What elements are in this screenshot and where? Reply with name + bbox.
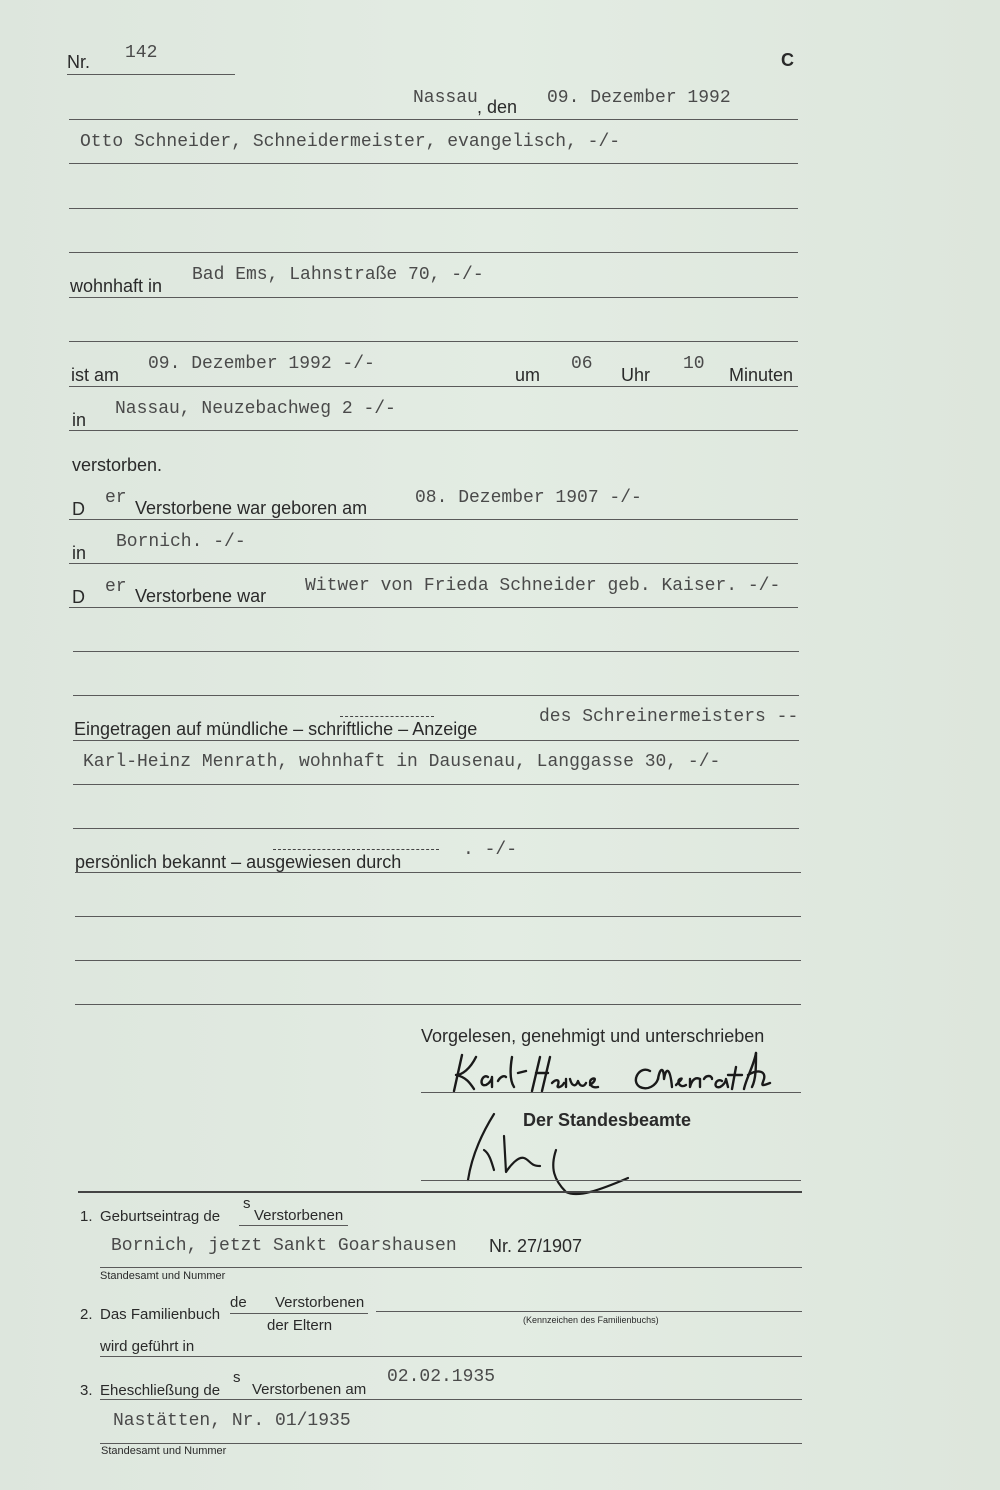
record-number: 142 <box>125 43 158 63</box>
rule <box>69 519 798 520</box>
section-divider <box>78 1191 802 1193</box>
rule <box>69 252 798 253</box>
rule <box>73 784 799 785</box>
minuten-label: Minuten <box>729 365 794 385</box>
identity-value: . -/- <box>463 840 518 860</box>
rule <box>100 1399 802 1400</box>
rule <box>69 119 798 120</box>
closing-label: Vorgelesen, genehmigt und unterschrieben <box>421 1026 765 1046</box>
rule <box>69 430 798 431</box>
ist-am-label: ist am <box>71 365 120 385</box>
item-1-number: 1. <box>80 1208 93 1225</box>
den-label: , den <box>477 97 518 117</box>
marriage-label: Eheschließung de <box>100 1382 221 1399</box>
verstorben-label: verstorben. <box>72 455 163 475</box>
item-2-number: 2. <box>80 1306 93 1323</box>
caption: (Kennzeichen des Familienbuchs) <box>523 1315 659 1325</box>
official-signature-image <box>460 1110 640 1200</box>
rule <box>73 695 799 696</box>
verstorbenen-label: Verstorbenen <box>254 1207 344 1224</box>
caption: Standesamt und Nummer <box>100 1270 226 1282</box>
rule <box>75 916 801 917</box>
corner-letter: C <box>781 50 794 70</box>
gender-suffix: er <box>105 488 127 508</box>
rule <box>100 1267 802 1268</box>
death-hour: 06 <box>571 354 593 374</box>
nr-rule <box>67 74 235 75</box>
uhr-label: Uhr <box>621 365 651 385</box>
rule <box>69 163 798 164</box>
gender-suffix: er <box>105 577 127 597</box>
kept-in-label: wird geführt in <box>100 1338 195 1355</box>
report-value-1: des Schreinermeisters -- <box>539 707 799 727</box>
identity-label: persönlich bekannt – ausgewiesen durch <box>75 852 402 872</box>
official-label: Der Standesbeamte <box>523 1110 692 1130</box>
birth-entry-label: Geburtseintrag de <box>100 1208 221 1225</box>
rule <box>376 1311 802 1312</box>
rule <box>239 1225 348 1226</box>
report-value-2: Karl-Heinz Menrath, wohnhaft in Dausenau, Langgasse 30, -/- <box>83 752 721 772</box>
um-label: um <box>515 365 541 385</box>
rule <box>69 208 798 209</box>
status-label: Verstorbene war <box>135 586 267 606</box>
d-label: D <box>72 587 85 607</box>
signature-image <box>440 1045 800 1095</box>
verstorbenen-am-label: Verstorbenen am <box>252 1381 367 1398</box>
birth-date: 08. Dezember 1907 -/- <box>415 488 642 508</box>
place-value: Nassau <box>413 88 478 108</box>
report-label: Eingetragen auf mündliche – schriftliche – Anzeige <box>74 719 478 739</box>
rule <box>230 1313 368 1314</box>
death-minute: 10 <box>683 354 705 374</box>
rule <box>100 1356 802 1357</box>
rule <box>69 607 798 608</box>
strikeout <box>273 849 439 850</box>
rule <box>69 297 798 298</box>
birth-place: Bornich. -/- <box>116 532 246 552</box>
caption: Standesamt und Nummer <box>101 1445 227 1457</box>
birth-entry-number: Nr. 27/1907 <box>489 1236 583 1256</box>
person-line: Otto Schneider, Schneidermeister, evangelisch, -/- <box>80 132 621 152</box>
rule <box>69 341 798 342</box>
born-label: Verstorbene war geboren am <box>135 498 368 518</box>
marriage-value: Nastätten, Nr. 01/1935 <box>113 1411 351 1431</box>
in-label: in <box>72 410 87 430</box>
d-label: D <box>72 499 85 519</box>
rule <box>75 960 801 961</box>
marriage-date: 02.02.1935 <box>387 1367 496 1387</box>
nr-label: Nr. <box>67 52 91 72</box>
in-label: in <box>72 543 87 563</box>
death-place: Nassau, Neuzebachweg 2 -/- <box>115 399 396 419</box>
suffix-s: s <box>243 1195 251 1212</box>
strikeout <box>340 716 434 717</box>
rule <box>69 386 798 387</box>
item-3-number: 3. <box>80 1382 93 1399</box>
residence-label: wohnhaft in <box>70 276 163 296</box>
death-date: 09. Dezember 1992 -/- <box>148 354 375 374</box>
suffix-s: s <box>233 1369 241 1386</box>
signature-rule <box>421 1092 801 1093</box>
eltern-option: der Eltern <box>267 1317 333 1334</box>
record-date: 09. Dezember 1992 <box>547 88 731 108</box>
rule <box>69 563 798 564</box>
residence-value: Bad Ems, Lahnstraße 70, -/- <box>192 265 484 285</box>
family-book-label: Das Familienbuch <box>100 1306 221 1323</box>
rule <box>73 740 799 741</box>
rule <box>75 872 801 873</box>
rule <box>73 828 799 829</box>
rule <box>73 651 799 652</box>
rule <box>100 1443 802 1444</box>
rule <box>421 1180 801 1181</box>
verstorbenen-option: Verstorbenen <box>275 1294 365 1311</box>
rule <box>75 1004 801 1005</box>
de-label: de <box>230 1294 247 1311</box>
birth-entry-value: Bornich, jetzt Sankt Goarshausen <box>111 1236 457 1256</box>
marital-status: Witwer von Frieda Schneider geb. Kaiser. -/- <box>305 576 781 596</box>
